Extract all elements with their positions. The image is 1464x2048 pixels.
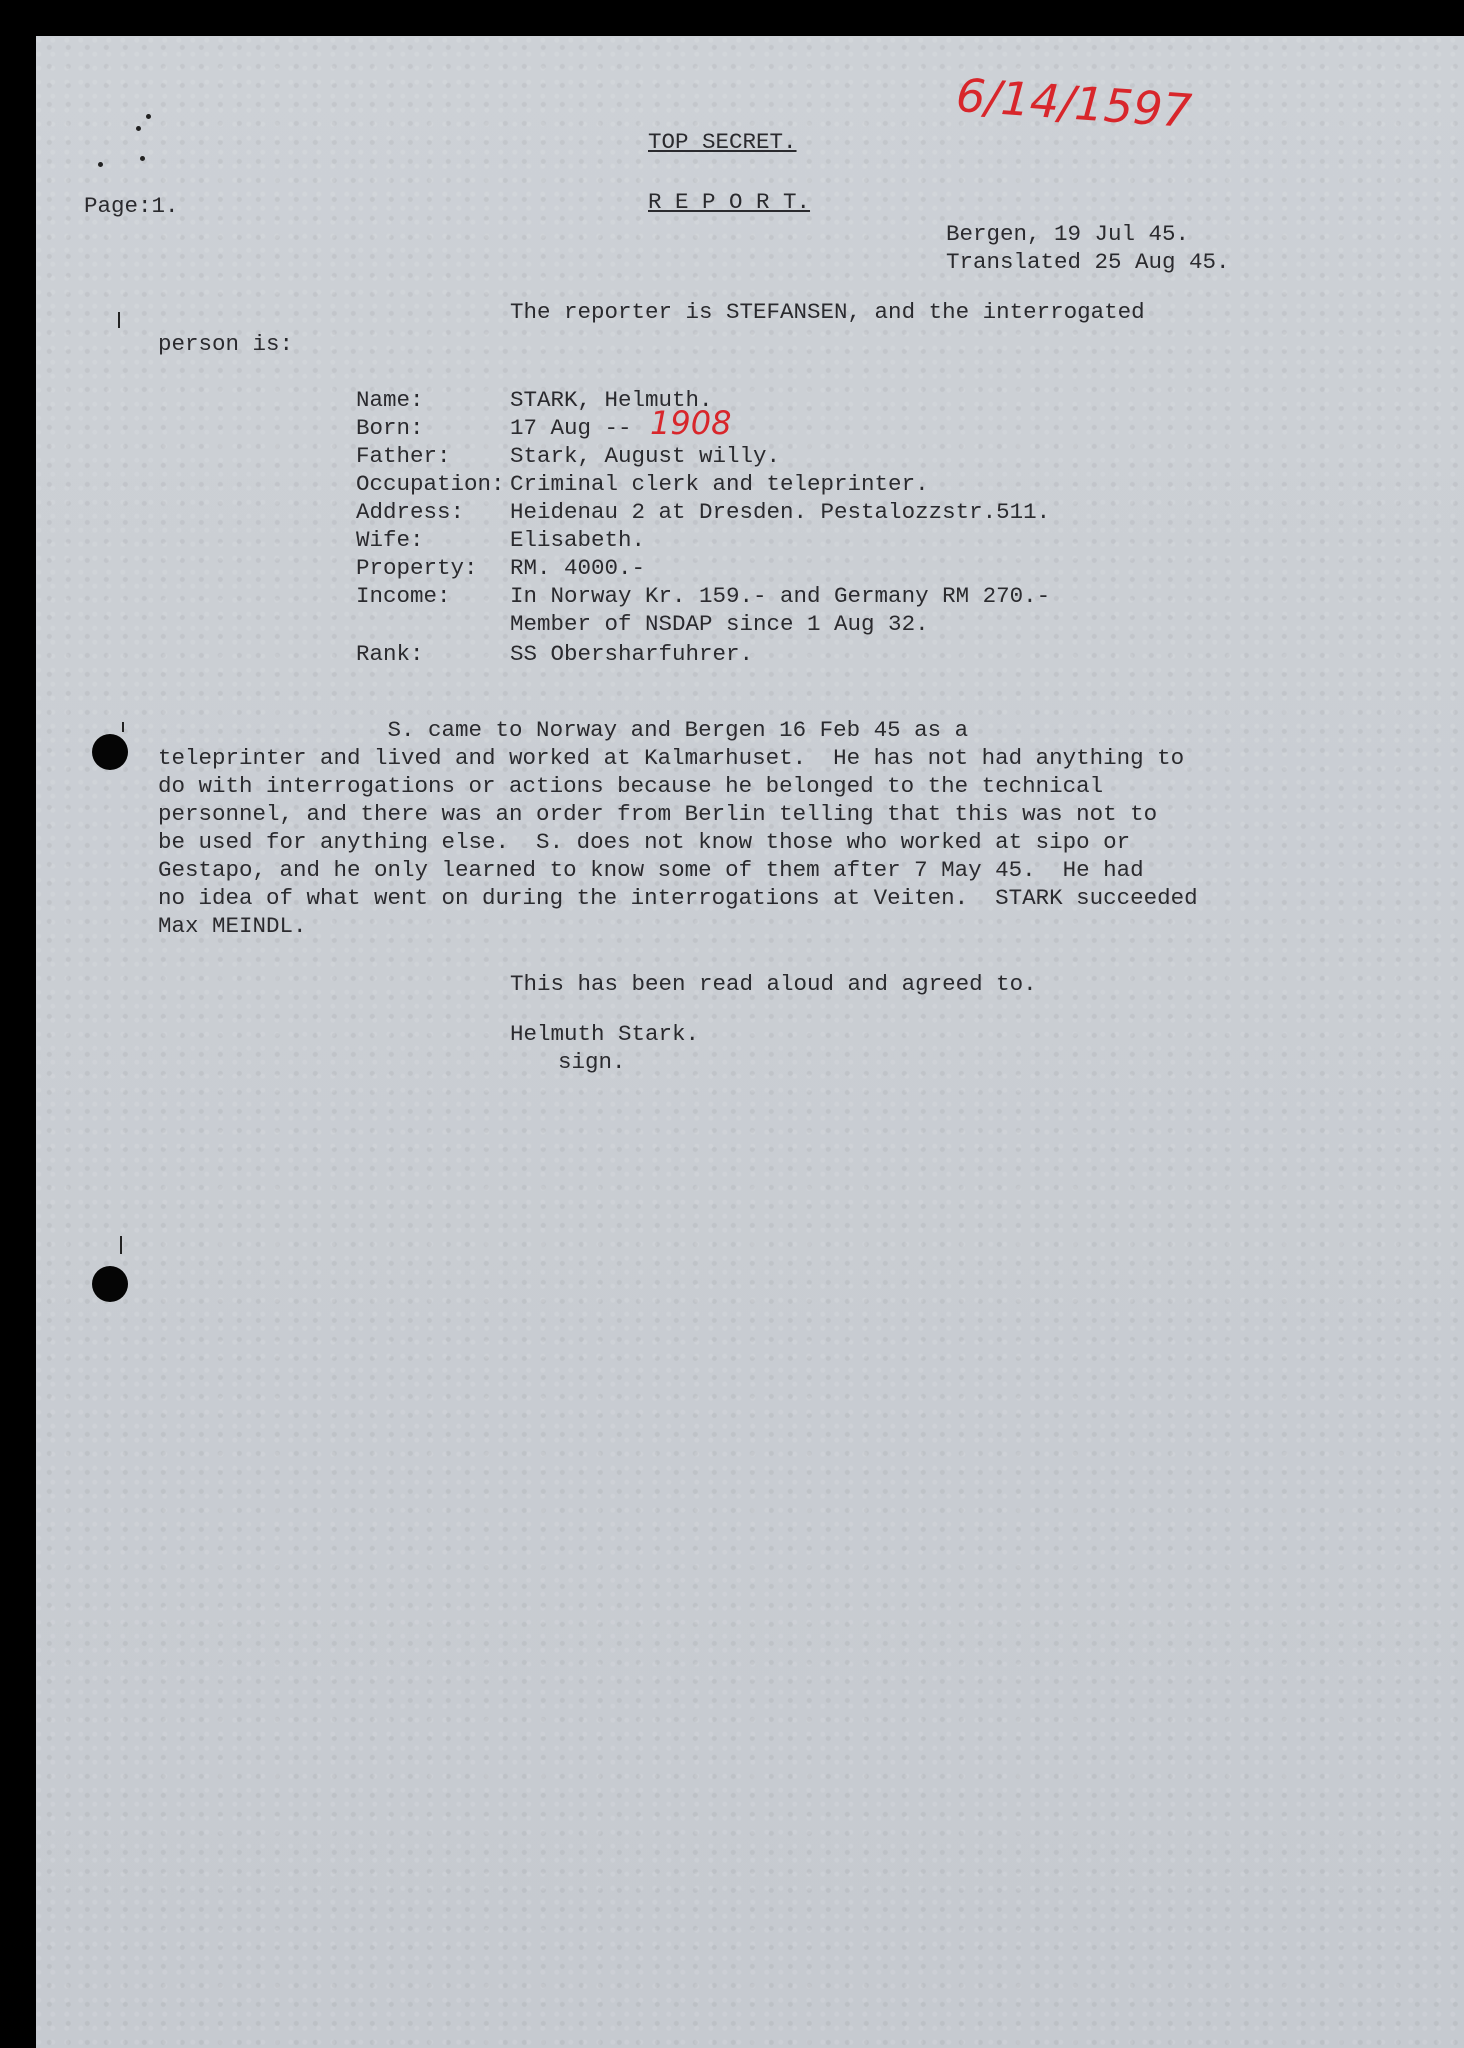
handwritten-reference: 6/14/1597 [954, 67, 1194, 139]
field-label: Name: [356, 387, 424, 413]
closing-statement: This has been read aloud and agreed to. [510, 971, 1037, 997]
field-label: Rank: [356, 641, 424, 667]
field-label: Address: [356, 499, 465, 525]
margin-tick [118, 312, 120, 328]
intro-line-1: The reporter is STEFANSEN, and the interrogated [510, 299, 1145, 325]
page-number: Page:1. [84, 193, 179, 219]
body-line: teleprinter and lived and worked at Kalmarhuset. He has not had anything to [158, 745, 1185, 771]
intro-line-2: person is: [158, 331, 294, 357]
document-page [36, 36, 1464, 2048]
body-line: Gestapo, and he only learned to know some of them after 7 May 45. He had [158, 857, 1144, 883]
margin-speck [140, 156, 145, 161]
field-value: Elisabeth. [510, 527, 646, 553]
field-value: Heidenau 2 at Dresden. Pestalozzstr.511. [510, 499, 1051, 525]
field-label: Property: [356, 555, 478, 581]
margin-speck [146, 114, 151, 119]
field-label: Wife: [356, 527, 424, 553]
body-line: no idea of what went on during the interrogations at Veiten. STARK succeeded [158, 885, 1198, 911]
translation-date: Translated 25 Aug 45. [946, 249, 1230, 275]
field-value: SS Obersharfuhrer. [510, 641, 754, 667]
signature-mark: sign. [558, 1049, 626, 1075]
margin-tick [120, 1236, 122, 1254]
margin-speck [136, 126, 141, 131]
body-line: be used for anything else. S. does not know those who worked at sipo or [158, 829, 1131, 855]
field-value: 17 Aug -- [510, 415, 632, 441]
margin-speck [98, 162, 103, 167]
signature-name: Helmuth Stark. [510, 1021, 700, 1047]
field-label: Income: [356, 583, 451, 609]
field-value: Member of NSDAP since 1 Aug 32. [510, 611, 929, 637]
body-line: S. came to Norway and Bergen 16 Feb 45 as a [158, 717, 969, 743]
field-label: Father: [356, 443, 451, 469]
field-value: RM. 4000.- [510, 555, 646, 581]
field-value: Criminal clerk and teleprinter. [510, 471, 929, 497]
field-value: In Norway Kr. 159.- and Germany RM 270.- [510, 583, 1051, 609]
place-date: Bergen, 19 Jul 45. [946, 221, 1190, 247]
punch-hole-top [92, 734, 128, 770]
field-value: Stark, August willy. [510, 443, 781, 469]
field-label: Occupation: [356, 471, 505, 497]
report-title: R E P O R T. [648, 189, 811, 215]
classification-heading: TOP SECRET. [648, 129, 797, 155]
margin-tick [122, 722, 124, 732]
field-value: STARK, Helmuth. [510, 387, 713, 413]
body-line: personnel, and there was an order from Berlin telling that this was not to [158, 801, 1158, 827]
punch-hole-bottom [92, 1266, 128, 1302]
field-label: Born: [356, 415, 424, 441]
body-line: do with interrogations or actions because he belonged to the technical [158, 773, 1104, 799]
handwritten-birth-year: 1908 [650, 404, 732, 442]
body-line: Max MEINDL. [158, 913, 307, 939]
